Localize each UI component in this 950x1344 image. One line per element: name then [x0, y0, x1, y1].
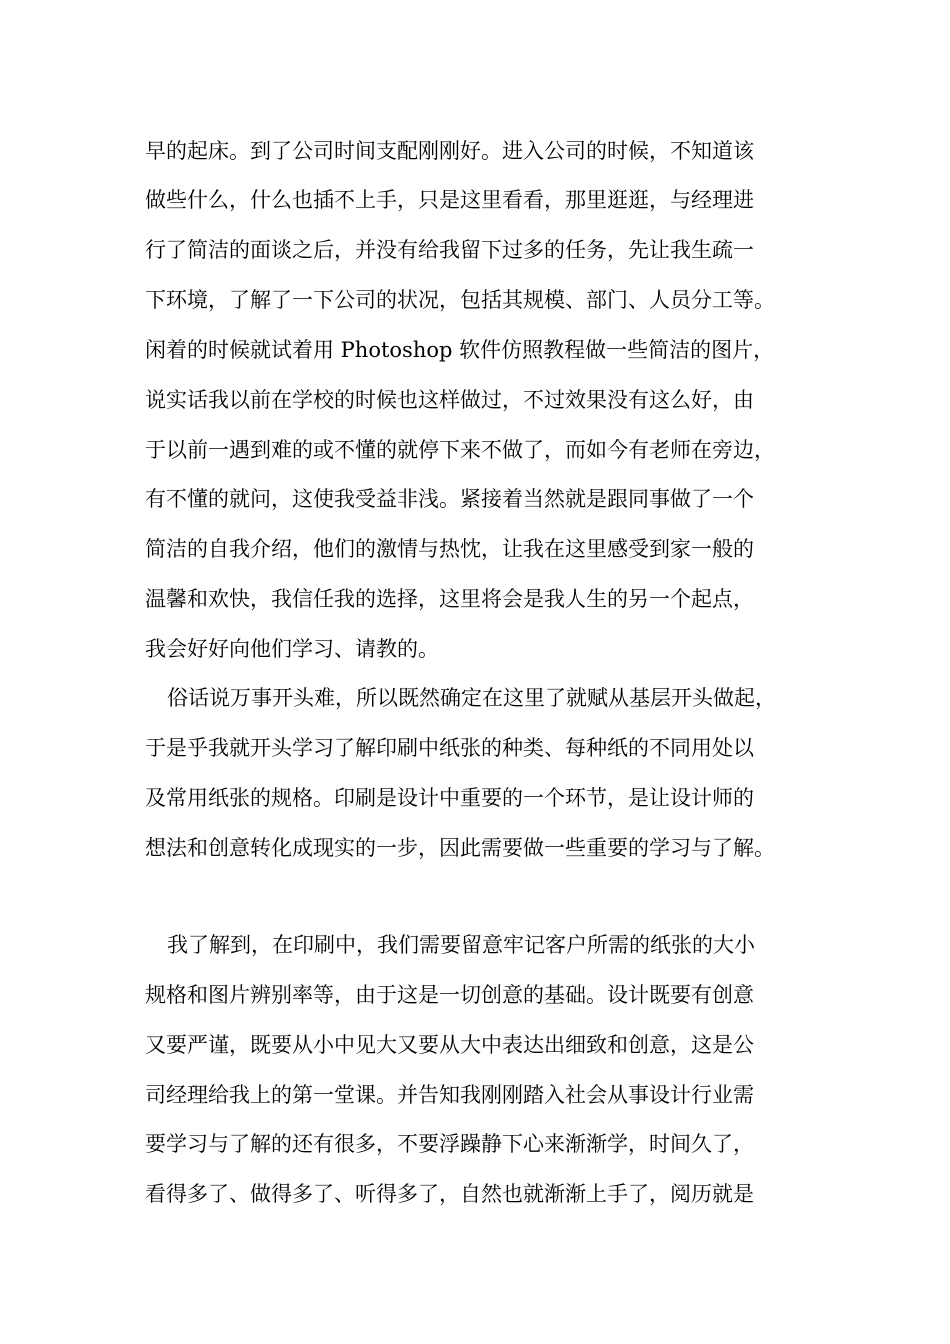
text-line: 于以前一遇到难的或不懂的就停下来不做了，而如今有老师在旁边，	[145, 438, 775, 462]
text-line: 要学习与了解的还有很多，不要浮躁静下心来渐渐学，时间久了，	[145, 1132, 754, 1156]
paragraph-first-line: 俗话说万事开头难，所以既然确定在这里了就赋从基层开头做起，	[167, 686, 776, 710]
text-line: 做些什么，什么也插不上手，只是这里看看，那里逛逛，与经理进	[145, 188, 754, 212]
text-line: 简洁的自我介绍，他们的激情与热忱，让我在这里感受到家一般的	[145, 537, 754, 561]
text-line: 又要严谨，既要从小中见大又要从大中表达出细致和创意，这是公	[145, 1033, 754, 1057]
text-line: 看得多了、做得多了、听得多了，自然也就渐渐上手了，阅历就是	[145, 1182, 754, 1206]
text-line: 有不懂的就问，这使我受益非浅。紧接着当然就是跟同事做了一个	[145, 487, 754, 511]
text-line: 规格和图片辨别率等，由于这是一切创意的基础。设计既要有创意	[145, 983, 754, 1007]
text-line: 闲着的时候就试着用 Photoshop 软件仿照教程做一些简洁的图片，	[145, 338, 775, 362]
text-line: 于是乎我就开头学习了解印刷中纸张的种类、每种纸的不同用处以	[145, 736, 754, 760]
text-line: 及常用纸张的规格。印刷是设计中重要的一个环节，是让设计师的	[145, 786, 754, 810]
text-line: 想法和创意转化成现实的一步，因此需要做一些重要的学习与了解。	[145, 836, 775, 860]
text-line: 我会好好向他们学习、请教的。	[145, 637, 439, 661]
text-line: 行了简洁的面谈之后，并没有给我留下过多的任务，先让我生疏一	[145, 238, 754, 262]
text-line: 温馨和欢快，我信任我的选择，这里将会是我人生的另一个起点，	[145, 587, 754, 611]
text-line: 早的起床。到了公司时间支配刚刚好。进入公司的时候，不知道该	[145, 139, 754, 163]
paragraph-first-line: 我了解到，在印刷中，我们需要留意牢记客户所需的纸张的大小	[167, 933, 755, 957]
text-line: 下环境，了解了一下公司的状况，包括其规模、部门、人员分工等。	[145, 288, 775, 312]
text-line: 说实话我以前在学校的时候也这样做过，不过效果没有这么好，由	[145, 388, 754, 412]
text-line: 司经理给我上的第一堂课。并告知我刚刚踏入社会从事设计行业需	[145, 1083, 754, 1107]
